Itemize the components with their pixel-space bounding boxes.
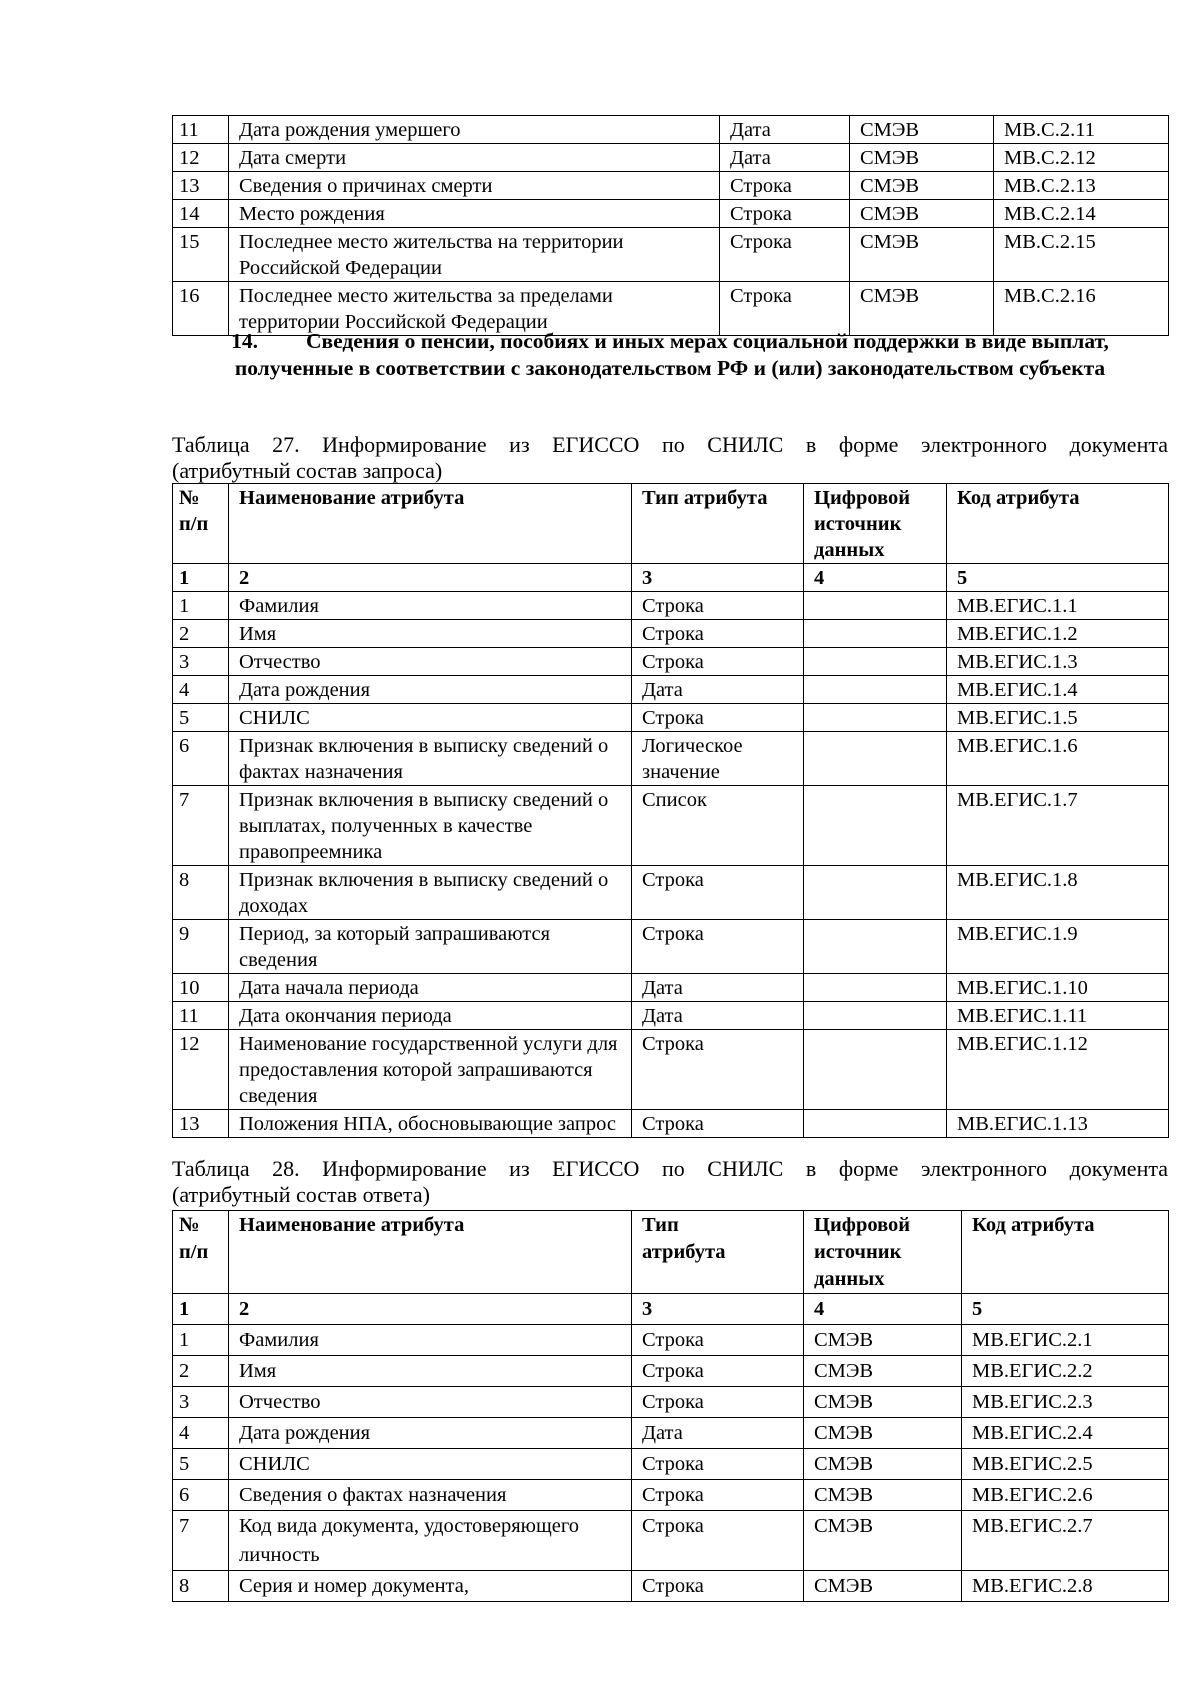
table-cell: 16 xyxy=(173,282,229,336)
table-cell: СМЭВ xyxy=(804,1325,962,1356)
table-row xyxy=(173,648,1169,676)
table-27-caption-line1: Таблица 27. Информирование из ЕГИССО по СНИЛС в форме электронного документа xyxy=(172,432,1168,457)
table-cell: 2 xyxy=(173,1356,229,1387)
table-28-caption xyxy=(172,1156,1168,1208)
header-cell: Цифровой источник данных xyxy=(804,484,947,564)
table-row xyxy=(173,1356,1169,1387)
table-cell: Период, за который запрашиваются сведения xyxy=(229,920,632,974)
table-cell xyxy=(804,920,947,974)
table-cell: 14 xyxy=(173,200,229,228)
table-cell: СМЭВ xyxy=(804,1418,962,1449)
table-row xyxy=(173,172,1169,200)
table-cell: СМЭВ xyxy=(850,116,994,144)
column-number-cell: 5 xyxy=(947,564,1169,592)
table-cell xyxy=(804,1030,947,1110)
table-cell: 6 xyxy=(173,1480,229,1511)
table-cell: MB.ЕГИС.2.8 xyxy=(962,1571,1169,1602)
table-row xyxy=(173,1110,1169,1138)
table-row xyxy=(173,1449,1169,1480)
table-cell: Имя xyxy=(229,620,632,648)
table-cell xyxy=(804,786,947,866)
table-row xyxy=(173,704,1169,732)
table-cell: Строка xyxy=(632,1110,804,1138)
table-row xyxy=(173,676,1169,704)
table-row xyxy=(173,620,1169,648)
table-cell: Строка xyxy=(632,1480,804,1511)
table-cell: MB.ЕГИС.1.3 xyxy=(947,648,1169,676)
table-28-caption-line1: Таблица 28. Информирование из ЕГИССО по СНИЛС в форме электронного документа xyxy=(172,1156,1168,1181)
table-body xyxy=(173,1325,1169,1602)
table-cell: MB.ЕГИС.1.5 xyxy=(947,704,1169,732)
table-row xyxy=(173,1325,1169,1356)
table-cell: 2 xyxy=(173,620,229,648)
table-cell xyxy=(804,1002,947,1030)
table-cell: Код вида документа, удостоверяющего личность xyxy=(229,1511,632,1571)
table-28-caption-line2: (атрибутный состав ответа) xyxy=(172,1182,430,1207)
table-cell: Дата рождения xyxy=(229,676,632,704)
table-cell xyxy=(804,648,947,676)
header-cell: Код атрибута xyxy=(962,1211,1169,1294)
table-row xyxy=(173,592,1169,620)
table-row xyxy=(173,144,1169,172)
table-cell: Строка xyxy=(632,648,804,676)
table-cell xyxy=(804,1110,947,1138)
table-cell: 1 xyxy=(173,1325,229,1356)
header-cell: Наименование атрибута xyxy=(229,1211,632,1294)
table-row xyxy=(173,866,1169,920)
table-cell: Отчество xyxy=(229,648,632,676)
table-cell: Строка xyxy=(632,704,804,732)
table-cell: MB.C.2.15 xyxy=(994,228,1169,282)
table-cell: MB.ЕГИС.2.3 xyxy=(962,1387,1169,1418)
table-cell xyxy=(804,974,947,1002)
table-cell: Строка xyxy=(632,866,804,920)
table-cell: Признак включения в выписку сведений о доходах xyxy=(229,866,632,920)
header-cell: Тип атрибута xyxy=(632,1211,804,1294)
table-cell: Строка xyxy=(632,1356,804,1387)
table-cell: Последнее место жительства на территории Российской Федерации xyxy=(229,228,720,282)
table-cell: Дата начала периода xyxy=(229,974,632,1002)
table-cell: Признак включения в выписку сведений о фактах назначения xyxy=(229,732,632,786)
table-cell: Список xyxy=(632,786,804,866)
table-row xyxy=(173,1030,1169,1110)
table-cell: Дата смерти xyxy=(229,144,720,172)
table-cell: 8 xyxy=(173,1571,229,1602)
table-cell: 4 xyxy=(173,676,229,704)
table-cell: MB.ЕГИС.1.6 xyxy=(947,732,1169,786)
table-cell xyxy=(804,676,947,704)
table-cell: Последнее место жительства за пределами территории Российской Федерации xyxy=(229,282,720,336)
table-cell: Строка xyxy=(632,620,804,648)
table-cell: MB.ЕГИС.2.4 xyxy=(962,1418,1169,1449)
table-cell: Фамилия xyxy=(229,1325,632,1356)
table-cell: 12 xyxy=(173,144,229,172)
table-row xyxy=(173,1480,1169,1511)
column-number-cell: 4 xyxy=(804,564,947,592)
table-cell: MB.ЕГИС.1.1 xyxy=(947,592,1169,620)
table-cell: MB.ЕГИС.1.11 xyxy=(947,1002,1169,1030)
table-cell: 7 xyxy=(173,1511,229,1571)
table-cell: Строка xyxy=(720,282,850,336)
table-row xyxy=(173,1418,1169,1449)
table-cell: Дата рождения умершего xyxy=(229,116,720,144)
table-row xyxy=(173,1002,1169,1030)
table-row xyxy=(173,1387,1169,1418)
table-cell: СМЭВ xyxy=(804,1571,962,1602)
table-row xyxy=(173,116,1169,144)
table-cell: MB.C.2.11 xyxy=(994,116,1169,144)
table-cell: СМЭВ xyxy=(850,282,994,336)
table-cell xyxy=(804,732,947,786)
table-cell: Строка xyxy=(720,172,850,200)
table-27 xyxy=(172,483,1169,1138)
table-cell: СМЭВ xyxy=(850,200,994,228)
table-cell: Строка xyxy=(632,1571,804,1602)
header-cell: Цифровой источник данных xyxy=(804,1211,962,1294)
table-cell: 9 xyxy=(173,920,229,974)
table-row xyxy=(173,786,1169,866)
table-cell: 5 xyxy=(173,704,229,732)
table-cell: Дата xyxy=(720,144,850,172)
table-cell: Дата xyxy=(632,676,804,704)
table-cell: Строка xyxy=(632,1511,804,1571)
column-number-cell: 1 xyxy=(173,1294,229,1325)
table-cell: MB.ЕГИС.1.10 xyxy=(947,974,1169,1002)
table-cell: Строка xyxy=(632,1449,804,1480)
table-cell: MB.ЕГИС.1.7 xyxy=(947,786,1169,866)
table-28 xyxy=(172,1210,1169,1602)
table-cell: MB.ЕГИС.2.5 xyxy=(962,1449,1169,1480)
table-cell: Строка xyxy=(632,920,804,974)
table-header-row xyxy=(173,1211,1169,1294)
table-cell: Строка xyxy=(632,1030,804,1110)
table-cell: MB.C.2.16 xyxy=(994,282,1169,336)
table-row xyxy=(173,920,1169,974)
table-cell: 10 xyxy=(173,974,229,1002)
table-cell: Положения НПА, обосновывающие запрос xyxy=(229,1110,632,1138)
column-number-cell: 2 xyxy=(229,1294,632,1325)
table-cell: Фамилия xyxy=(229,592,632,620)
header-cell: № п/п xyxy=(173,1211,229,1294)
table-cell: СМЭВ xyxy=(804,1449,962,1480)
column-number-row xyxy=(173,1294,1169,1325)
table-header-row xyxy=(173,484,1169,564)
column-number-row xyxy=(173,564,1169,592)
table-cell: MB.ЕГИС.1.4 xyxy=(947,676,1169,704)
table-body xyxy=(173,116,1169,336)
table-cell xyxy=(804,866,947,920)
table-cell xyxy=(804,620,947,648)
table-cell: 13 xyxy=(173,1110,229,1138)
table-cell: MB.ЕГИС.1.9 xyxy=(947,920,1169,974)
table-cell: 15 xyxy=(173,228,229,282)
table-cell: 11 xyxy=(173,1002,229,1030)
table-cell: Дата окончания периода xyxy=(229,1002,632,1030)
table-cell: СМЭВ xyxy=(804,1511,962,1571)
table-row xyxy=(173,228,1169,282)
table-cell: 12 xyxy=(173,1030,229,1110)
table-27-caption xyxy=(172,432,1168,484)
table-body xyxy=(173,592,1169,1138)
table-27-caption-line2: (атрибутный состав запроса) xyxy=(172,458,443,483)
table-cell: MB.ЕГИС.2.2 xyxy=(962,1356,1169,1387)
table-cell xyxy=(804,704,947,732)
column-number-cell: 3 xyxy=(632,1294,804,1325)
table-cell: MB.C.2.12 xyxy=(994,144,1169,172)
table-row xyxy=(173,974,1169,1002)
table-cell: MB.ЕГИС.2.1 xyxy=(962,1325,1169,1356)
table-cell: 8 xyxy=(173,866,229,920)
table-row xyxy=(173,732,1169,786)
table-row xyxy=(173,200,1169,228)
table-cell: MB.ЕГИС.1.8 xyxy=(947,866,1169,920)
table-cell: Имя xyxy=(229,1356,632,1387)
table-cell: Дата xyxy=(632,1418,804,1449)
table-cell: Наименование государственной услуги для предоставления которой запрашиваются сведения xyxy=(229,1030,632,1110)
section-heading xyxy=(172,328,1168,382)
column-number-cell: 1 xyxy=(173,564,229,592)
table-cell: MB.ЕГИС.2.6 xyxy=(962,1480,1169,1511)
table-cell: MB.C.2.14 xyxy=(994,200,1169,228)
column-number-cell: 5 xyxy=(962,1294,1169,1325)
table-cell: Отчество xyxy=(229,1387,632,1418)
table-row xyxy=(173,1571,1169,1602)
table-cell: СНИЛС xyxy=(229,1449,632,1480)
table-cell: СМЭВ xyxy=(850,172,994,200)
table-cell: Строка xyxy=(632,1325,804,1356)
header-cell: Код атрибута xyxy=(947,484,1169,564)
column-number-cell: 2 xyxy=(229,564,632,592)
table-cell: MB.ЕГИС.2.7 xyxy=(962,1511,1169,1571)
table-cell: 6 xyxy=(173,732,229,786)
table-cell: Место рождения xyxy=(229,200,720,228)
table-cell xyxy=(804,592,947,620)
table-cell: 7 xyxy=(173,786,229,866)
table-cell: СНИЛС xyxy=(229,704,632,732)
table-cell: СМЭВ xyxy=(804,1387,962,1418)
header-cell: Наименование атрибута xyxy=(229,484,632,564)
table-cell: Логическое значение xyxy=(632,732,804,786)
table-cell: СМЭВ xyxy=(804,1356,962,1387)
table-cell: Строка xyxy=(632,592,804,620)
column-number-cell: 3 xyxy=(632,564,804,592)
table-cell: MB.ЕГИС.1.2 xyxy=(947,620,1169,648)
section-title: Сведения о пенсии, пособиях и иных мерах социальной поддержки в виде выплат, полученные в соответствии с законодательством РФ и (или) законодательством субъекта xyxy=(234,329,1109,380)
table-cell: СМЭВ xyxy=(850,144,994,172)
table-cell: Признак включения в выписку сведений о выплатах, полученных в качестве правопреемника xyxy=(229,786,632,866)
table-cell: Строка xyxy=(720,228,850,282)
table-cell: 4 xyxy=(173,1418,229,1449)
table-cell: Дата xyxy=(632,974,804,1002)
table-cell: Дата xyxy=(632,1002,804,1030)
table-cell: MB.ЕГИС.1.13 xyxy=(947,1110,1169,1138)
table-cell: 5 xyxy=(173,1449,229,1480)
section-number: 14. xyxy=(231,329,258,353)
table-cell: Строка xyxy=(632,1387,804,1418)
header-cell: Тип атрибута xyxy=(632,484,804,564)
table-cell: Сведения о фактах назначения xyxy=(229,1480,632,1511)
table-cell: 13 xyxy=(173,172,229,200)
table-cell: Строка xyxy=(720,200,850,228)
table-cell: Серия и номер документа, xyxy=(229,1571,632,1602)
table-cell: MB.C.2.13 xyxy=(994,172,1169,200)
table-cell: 3 xyxy=(173,1387,229,1418)
table-cell: Дата xyxy=(720,116,850,144)
table-previous-continuation xyxy=(172,115,1169,336)
table-cell: 1 xyxy=(173,592,229,620)
table-cell: Сведения о причинах смерти xyxy=(229,172,720,200)
table-cell: 3 xyxy=(173,648,229,676)
table-row xyxy=(173,1511,1169,1571)
table-cell: Дата рождения xyxy=(229,1418,632,1449)
table-cell: MB.ЕГИС.1.12 xyxy=(947,1030,1169,1110)
table-cell: СМЭВ xyxy=(850,228,994,282)
column-number-cell: 4 xyxy=(804,1294,962,1325)
header-cell: № п/п xyxy=(173,484,229,564)
table-cell: СМЭВ xyxy=(804,1480,962,1511)
table-cell: 11 xyxy=(173,116,229,144)
